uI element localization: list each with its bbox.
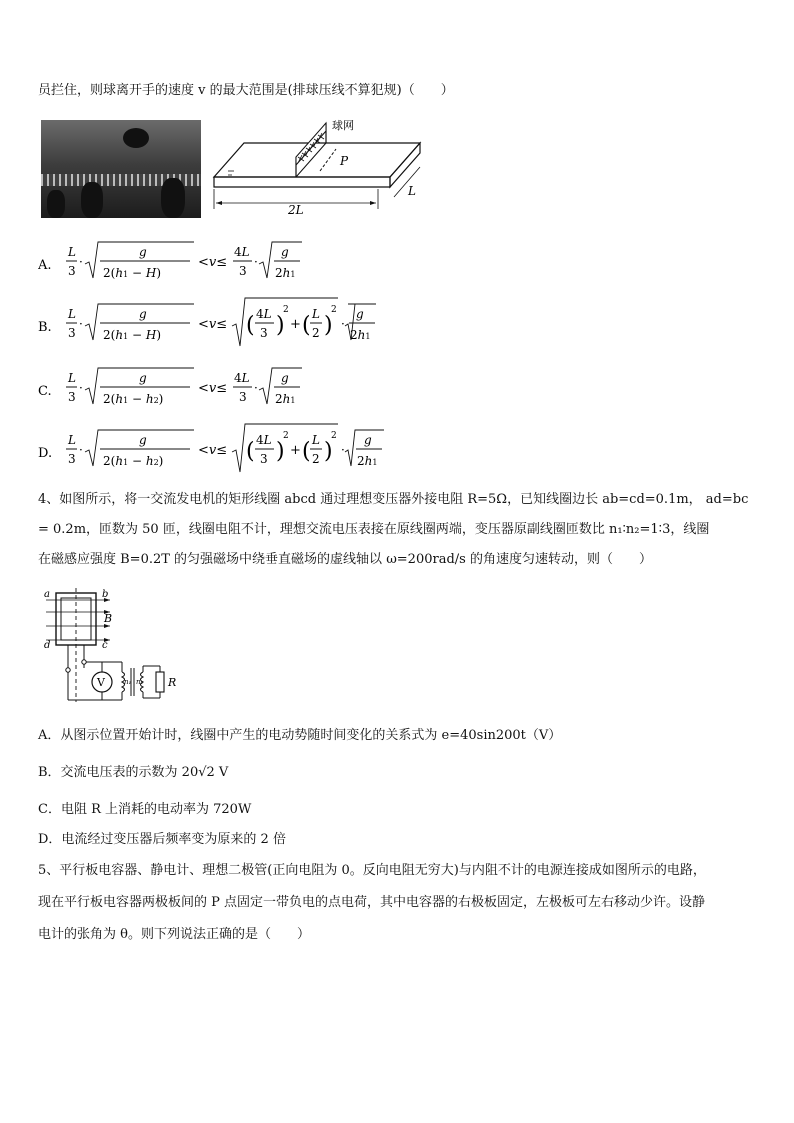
svg-text:<v≤: <v≤ xyxy=(198,443,228,458)
volleyball-court-diagram xyxy=(208,115,428,217)
q4-option-d: D．电流经过变压器后频率变为原来的 2 倍 xyxy=(38,832,286,847)
svg-text:3: 3 xyxy=(239,264,247,278)
svg-text:L: L xyxy=(68,245,76,259)
svg-text:2(h1 − H): 2(h1 − H) xyxy=(103,266,161,280)
svg-text:2h1: 2h1 xyxy=(357,454,378,468)
net-label: 球网 xyxy=(332,119,354,132)
coil-corner-a: a xyxy=(44,589,50,600)
svg-text:(: ( xyxy=(302,439,311,464)
svg-text:·: · xyxy=(341,317,345,331)
generator-transformer-diagram xyxy=(40,588,190,708)
svg-text:2(h1 − h2): 2(h1 − h2) xyxy=(103,454,164,468)
svg-text:2: 2 xyxy=(331,431,337,441)
q5-stem-line-2: 现在平行板电容器两极板间的 P 点固定一带负电的点电荷，其中电容器的右极板固定，左极板可左右移动少许。设静 xyxy=(38,895,706,910)
svg-text:4L: 4L xyxy=(234,371,250,385)
svg-text:·: · xyxy=(254,255,258,269)
svg-text:+: + xyxy=(290,317,301,332)
svg-text:L: L xyxy=(68,371,76,385)
field-b-label: B xyxy=(104,612,113,625)
svg-text:2h1: 2h1 xyxy=(275,266,296,280)
svg-text:·: · xyxy=(79,317,83,331)
svg-text:L: L xyxy=(312,433,320,447)
length-2l-label: 2L xyxy=(288,203,304,217)
svg-text:2: 2 xyxy=(283,305,289,315)
svg-text:): ) xyxy=(276,313,285,338)
svg-text:<v≤: <v≤ xyxy=(198,317,228,332)
svg-text:(: ( xyxy=(246,439,255,464)
coil-corner-b: b xyxy=(102,589,109,600)
q3-option-c xyxy=(38,358,318,414)
q3-intro: 员拦住，则球离开手的速度 v 的最大范围是(排球压线不算犯规)（ ） xyxy=(38,83,454,98)
svg-text:3: 3 xyxy=(260,452,268,466)
q3-option-c-label: C. xyxy=(38,384,52,399)
svg-text:L: L xyxy=(68,307,76,321)
svg-text:3: 3 xyxy=(68,264,76,278)
svg-text:g: g xyxy=(356,307,364,321)
svg-text:·: · xyxy=(79,255,83,269)
svg-text:4L: 4L xyxy=(234,245,250,259)
primary-n1-label: n₁ xyxy=(124,678,132,686)
svg-text:g: g xyxy=(139,307,147,321)
svg-text:g: g xyxy=(139,245,147,259)
svg-text:g: g xyxy=(139,371,147,385)
svg-text:g: g xyxy=(281,371,289,385)
svg-text:3: 3 xyxy=(68,452,76,466)
resistor-r-label: R xyxy=(168,676,177,689)
q4-stem-line-1: 4、如图所示，将一交流发电机的矩形线圈 abcd 通过理想变压器外接电阻 R=5Ω，已知线圈边长 ab=cd=0.1m， ad=bc xyxy=(38,492,749,507)
svg-text:·: · xyxy=(341,443,345,457)
svg-text:3: 3 xyxy=(68,326,76,340)
q3-option-b-label: B. xyxy=(38,320,52,335)
svg-text:(: ( xyxy=(302,313,311,338)
svg-text:2(h1 − h2): 2(h1 − h2) xyxy=(103,392,164,406)
svg-text:2(h1 − H): 2(h1 − H) xyxy=(103,328,161,342)
svg-text:): ) xyxy=(324,439,333,464)
svg-text:2: 2 xyxy=(312,452,320,466)
svg-text:g: g xyxy=(364,433,372,447)
svg-text:+: + xyxy=(290,443,301,458)
q4-option-b: B．交流电压表的示数为 20√2 V xyxy=(38,765,229,780)
q3-option-a-label: A. xyxy=(38,258,52,273)
q4-stem-line-3: 在磁感应强度 B=0.2T 的匀强磁场中绕垂直磁场的虚线轴以 ω=200rad/s 的角速度匀速转动，则（ ） xyxy=(38,552,652,567)
svg-text:4L: 4L xyxy=(256,433,272,447)
svg-text:L: L xyxy=(312,307,320,321)
volleyball-photo xyxy=(41,120,201,218)
svg-text:L: L xyxy=(68,433,76,447)
q5-stem-line-3: 电计的张角为 θ。则下列说法正确的是（ ） xyxy=(38,927,310,942)
svg-text:2: 2 xyxy=(331,305,337,315)
secondary-n2-label: n₂ xyxy=(136,678,144,686)
svg-text:2h1: 2h1 xyxy=(350,328,371,342)
q3-option-a xyxy=(38,232,318,288)
svg-text:3: 3 xyxy=(68,390,76,404)
svg-text:(: ( xyxy=(246,313,255,338)
q3-option-b xyxy=(38,294,371,354)
q3-option-d xyxy=(38,420,388,480)
svg-text:4L: 4L xyxy=(256,307,272,321)
svg-text:3: 3 xyxy=(239,390,247,404)
coil-corner-d: d xyxy=(44,640,51,651)
point-p-label: P xyxy=(340,154,349,168)
svg-text:): ) xyxy=(276,439,285,464)
q3-option-d-label: D. xyxy=(38,446,53,461)
svg-text:2: 2 xyxy=(312,326,320,340)
q4-stem-line-2: = 0.2m，匝数为 50 匝，线圈电阻不计，理想交流电压表接在原线圈两端，变压器原副线圈匝数比 n₁∶n₂=1∶3，线圈 xyxy=(38,522,710,537)
q5-stem-line-1: 5、平行板电容器、静电计、理想二极管(正向电阻为 0。反向电阻无穷大)与内阻不计的电源连接成如图所示的电路， xyxy=(38,863,706,878)
q4-option-c: C．电阻 R 上消耗的电动率为 720W xyxy=(38,802,252,817)
svg-text:g: g xyxy=(281,245,289,259)
svg-text:<v≤: <v≤ xyxy=(198,381,228,396)
q4-option-a: A．从图示位置开始计时，线圈中产生的电动势随时间变化的关系式为 e=40sin200t（V） xyxy=(38,728,562,743)
coil-corner-c: c xyxy=(102,640,108,651)
svg-text:2h1: 2h1 xyxy=(275,392,296,406)
svg-text:<v≤: <v≤ xyxy=(198,255,228,270)
svg-text:g: g xyxy=(139,433,147,447)
svg-text:·: · xyxy=(79,443,83,457)
svg-text:3: 3 xyxy=(260,326,268,340)
svg-text:·: · xyxy=(79,381,83,395)
width-l-label: L xyxy=(408,184,416,198)
voltmeter-v-label: V xyxy=(97,676,105,689)
svg-text:): ) xyxy=(324,313,333,338)
svg-text:2: 2 xyxy=(283,431,289,441)
svg-text:·: · xyxy=(254,381,258,395)
